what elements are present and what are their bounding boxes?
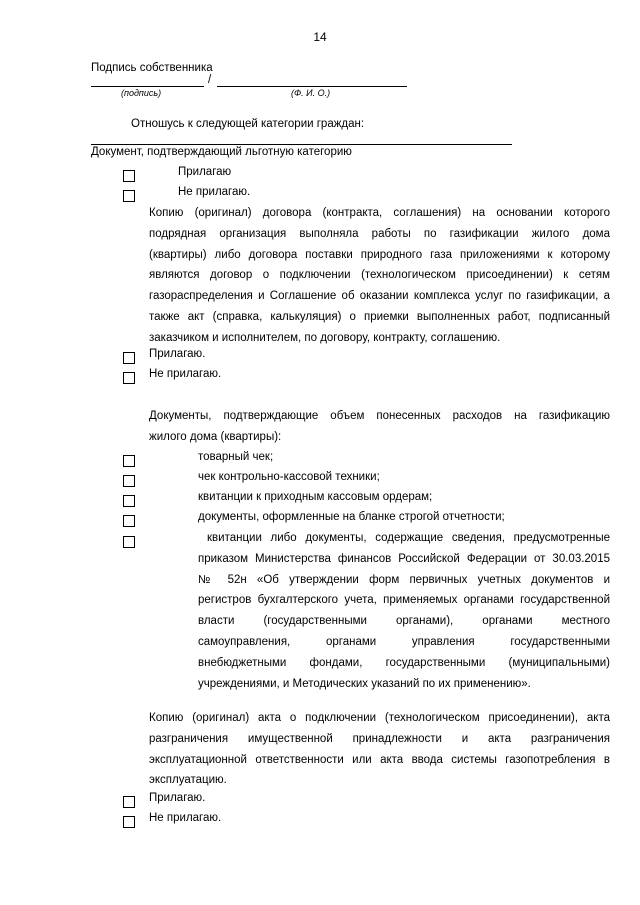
act-line: эксплуатацию.: [149, 774, 227, 787]
name-hint: (Ф. И. О.): [291, 88, 331, 98]
expense-item-label: документы, оформленные на бланке строгой отчетности;: [198, 511, 505, 523]
act-not-attach-checkbox[interactable]: [123, 816, 135, 828]
signature-label: Подпись собственника: [91, 62, 213, 74]
act-line: разграничения имущественной принадлежности и акта разграничения: [149, 732, 610, 745]
signature-line[interactable]: [91, 86, 204, 87]
expense-last-item-paragraph: [198, 528, 610, 694]
benefit-attach-checkbox[interactable]: [123, 170, 135, 182]
act-not-attach-label: Не прилагаю.: [149, 812, 222, 824]
contract-line: (квартиры) либо договора поставки природного газа приложениями к которому: [149, 248, 610, 261]
expenses-paragraph: [149, 406, 610, 448]
expense-last-line: приказом Министерства финансов Российской Федерации от 30.03.2015: [198, 552, 610, 565]
contract-line: подрядная организация выполняла работы по газификации жилого дома: [149, 227, 610, 240]
expense-last-line: внебюджетными фондами, государственными (муниципальными): [198, 656, 610, 669]
act-attach-label: Прилагаю.: [149, 792, 206, 804]
expense-last-line: самоуправления, органами управления государственными: [198, 635, 610, 648]
expense-item-checkbox[interactable]: [123, 455, 135, 467]
contract-line: газораспределения и Соглашение об оказании комплекса услуг по газификации, а: [149, 290, 610, 303]
contract-paragraph: [149, 203, 610, 349]
contract-not-attach-checkbox[interactable]: [123, 372, 135, 384]
benefit-attach-label: Прилагаю: [178, 166, 232, 178]
act-line: эксплуатационной ответственности или акта ввода системы газопотребления в: [149, 753, 610, 766]
act-attach-checkbox[interactable]: [123, 796, 135, 808]
category-label: Отношусь к следующей категории граждан:: [131, 118, 365, 130]
contract-not-attach-label: Не прилагаю.: [149, 368, 222, 380]
expenses-line: Документы, подтверждающие объем понесенных расходов на газификацию: [149, 410, 610, 422]
expense-last-line: власти (государственными органами), органами местного: [198, 615, 610, 628]
contract-line: Копию (оригинал) договора (контракта, соглашения) на основании которого: [149, 207, 610, 219]
contract-line: являются договор о подключении (технологическом присоединении) к сетям: [149, 269, 610, 282]
expense-last-line: квитанции либо документы, содержащие сведения, предусмотренные: [207, 532, 610, 544]
expenses-line: жилого дома (квартиры):: [149, 430, 282, 443]
signature-hint: (подпись): [121, 88, 162, 98]
benefit-not-attach-label: Не прилагаю.: [178, 186, 251, 198]
benefit-doc-label: Документ, подтверждающий льготную категорию: [91, 146, 352, 158]
benefit-not-attach-checkbox[interactable]: [123, 190, 135, 202]
contract-line: также акт (справка, калькуляция) о приемки выполненных работ, подписанный: [149, 310, 610, 323]
expense-item-checkbox[interactable]: [123, 515, 135, 527]
contract-line: заказчиком и исполнителем, по договору, контракту, соглашению.: [149, 331, 501, 344]
name-line[interactable]: [217, 86, 407, 87]
expense-last-line: регистров бухгалтерского учета, применяемых органами государственной: [198, 594, 610, 607]
act-line: Копию (оригинал) акта о подключении (технологическом присоединении), акта: [149, 712, 610, 724]
expense-last-line: № 52н «Об утверждении форм первичных учетных документов и: [198, 573, 610, 586]
expense-item-checkbox[interactable]: [123, 475, 135, 487]
expense-last-line: учреждениями, и Методических указаний по их применению».: [198, 677, 531, 690]
signature-separator: /: [208, 74, 212, 86]
category-line[interactable]: [91, 144, 512, 145]
expense-item-label: квитанции к приходным кассовым ордерам;: [198, 491, 433, 503]
contract-attach-checkbox[interactable]: [123, 352, 135, 364]
contract-attach-label: Прилагаю.: [149, 348, 206, 360]
act-paragraph: [149, 708, 610, 791]
page-number: 14: [313, 30, 327, 44]
expense-item-checkbox[interactable]: [123, 536, 135, 548]
expense-item-label: товарный чек;: [198, 451, 274, 463]
expense-item-label: чек контрольно-кассовой техники;: [198, 471, 380, 483]
expense-item-checkbox[interactable]: [123, 495, 135, 507]
